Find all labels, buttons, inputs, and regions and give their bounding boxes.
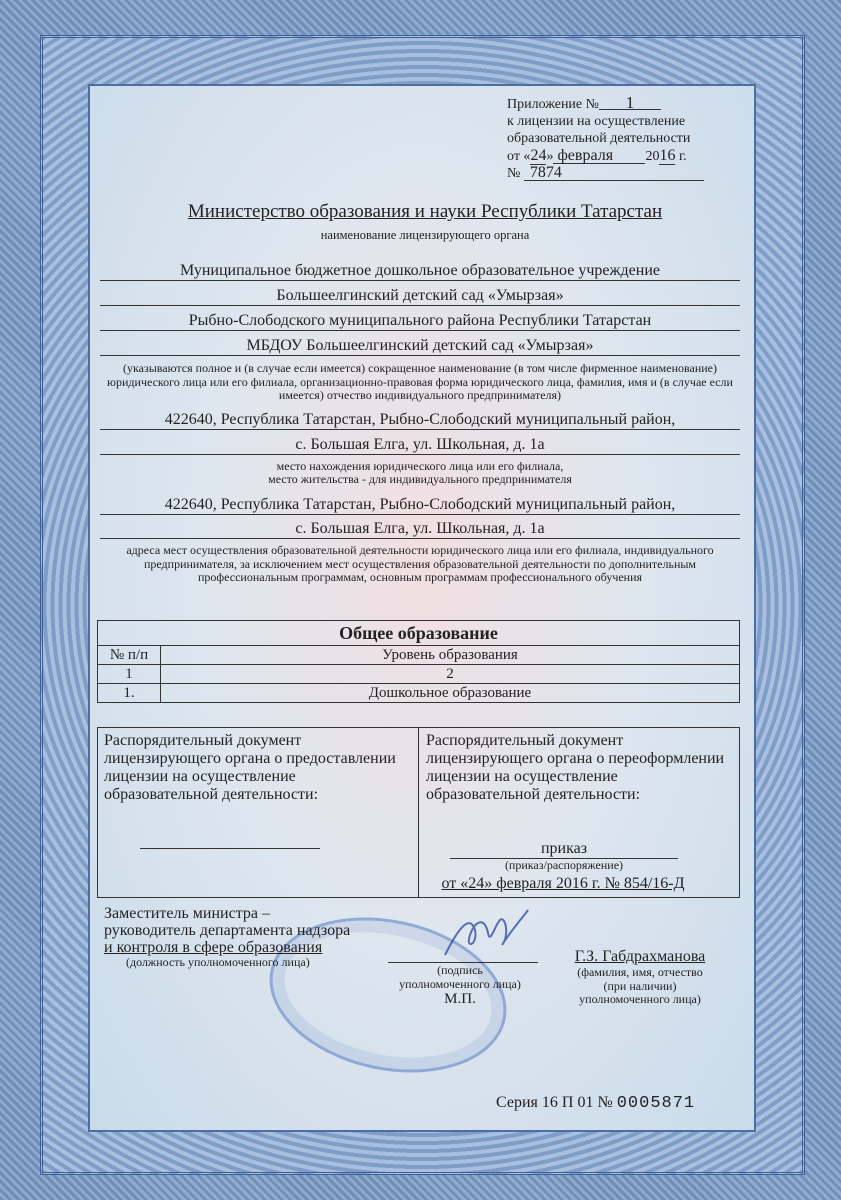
position-line: руководитель департамента надзора [104,922,351,939]
activity-address-caption: адреса мест осуществления образовательной деятельности юридического лица или его филиала, индивидуального предпринимателя, за исключением мест осуществления образовательной деятельности по дополнительным профессиональным программам, основным программам профессионального обучения [126,543,714,584]
caption-line: (фамилия, имя, отчество [577,965,703,979]
year-prefix: 20 [645,149,660,164]
column-index: 2 [161,665,740,684]
column-header: Уровень образования [161,646,740,665]
appendix-header [507,93,722,182]
caption-line: уполномоченного лица) [579,992,701,1006]
location-line: 422640, Республика Татарстан, Рыбно-Слободский муниципальный район, [100,411,740,430]
date-month: февраля [553,149,645,164]
activity-address-line: 422640, Республика Татарстан, Рыбно-Слободский муниципальный район, [100,496,740,515]
reissue-document-text: Распорядительный документ лицензирующего органа о переоформлении лицензии на осуществление образовательной деятельности: [426,732,725,803]
licensing-authority: Министерство образования и науки Республики Татарстан [187,201,663,222]
order-reference: от «24» февраля 2016 г. № 854/16-Д [441,875,685,892]
date-prefix: от « [507,149,531,164]
position-line: и контроля в сфере образования [104,939,323,956]
series-number-label: № [597,1094,613,1111]
signatory-name-block [555,948,725,1007]
grant-document-text: Распорядительный документ лицензирующего органа о предоставлении лицензии на осуществление образовательной деятельности: [104,732,396,803]
column-header: № п/п [98,646,161,665]
header-line: к лицензии на осуществление [507,114,686,129]
position-line: Заместитель министра – [104,905,270,922]
series-value: 16 П 01 [541,1094,594,1111]
signature-mark [440,905,530,965]
caption-line: (подпись [437,963,483,977]
table-row [98,684,740,703]
seal-place: М.П. [444,991,476,1007]
series-label: Серия [496,1094,538,1111]
header-line: образовательной деятельности [507,131,691,146]
caption-line: (при наличии) [603,978,677,993]
signatory-name: Г.З. Габдрахманова [574,948,706,965]
org-name-line: Большеелгинский детский сад «Умырзая» [100,287,740,306]
appendix-number: 1 [599,96,661,110]
date-year: 16 [659,147,676,164]
document-type-caption: (приказ/распоряжение) [504,858,624,872]
location-caption: место нахождения юридического лица или его филиала, [276,459,564,473]
series-number: 0005871 [616,1094,696,1113]
location-line: с. Большая Елга, ул. Школьная, д. 1а [100,436,740,455]
license-number: 7874 [524,166,704,181]
org-name-line: Рыбно-Слободского муниципального района Республики Татарстан [100,312,740,331]
document-type: приказ [450,840,678,859]
year-suffix: г. [678,149,687,164]
education-table [97,620,740,703]
column-index: 1 [98,665,161,684]
location-caption: место жительства - для индивидуального предпринимателя [268,472,572,486]
table-title: Общее образование [98,621,740,646]
documents-box [97,727,740,898]
org-name-line: Муниципальное бюджетное дошкольное образовательное учреждение [100,262,740,281]
signatory-position [104,905,350,970]
divider [418,728,419,897]
number-label: № [507,166,521,181]
org-caption: (указываются полное и (в случае если имеется) сокращенное наименование (в том числе фирменное наименование) юридического лица или его филиала, организационно-правовая форма юридического лица, фамилия, имя и (в случае если имеется) отчество индивидуального предпринимателя) [107,361,733,402]
row-number: 1. [98,684,161,703]
form-series [496,1094,695,1113]
appendix-label: Приложение № [507,97,599,112]
activity-address-line: с. Большая Елга, ул. Школьная, д. 1а [100,520,740,539]
org-short-name: МБДОУ Большеелгинский детский сад «Умырзая» [100,337,740,356]
date-day: 24 [530,147,547,164]
grant-document-blank [140,848,320,849]
signature-caption [385,964,535,1008]
authority-caption: наименование лицензирующего органа [320,228,530,242]
date-mid: » [546,149,554,164]
position-caption: (должность уполномоченного лица) [126,955,310,969]
education-level: Дошкольное образование [161,684,740,703]
caption-line: уполномоченного лица) [399,976,521,991]
